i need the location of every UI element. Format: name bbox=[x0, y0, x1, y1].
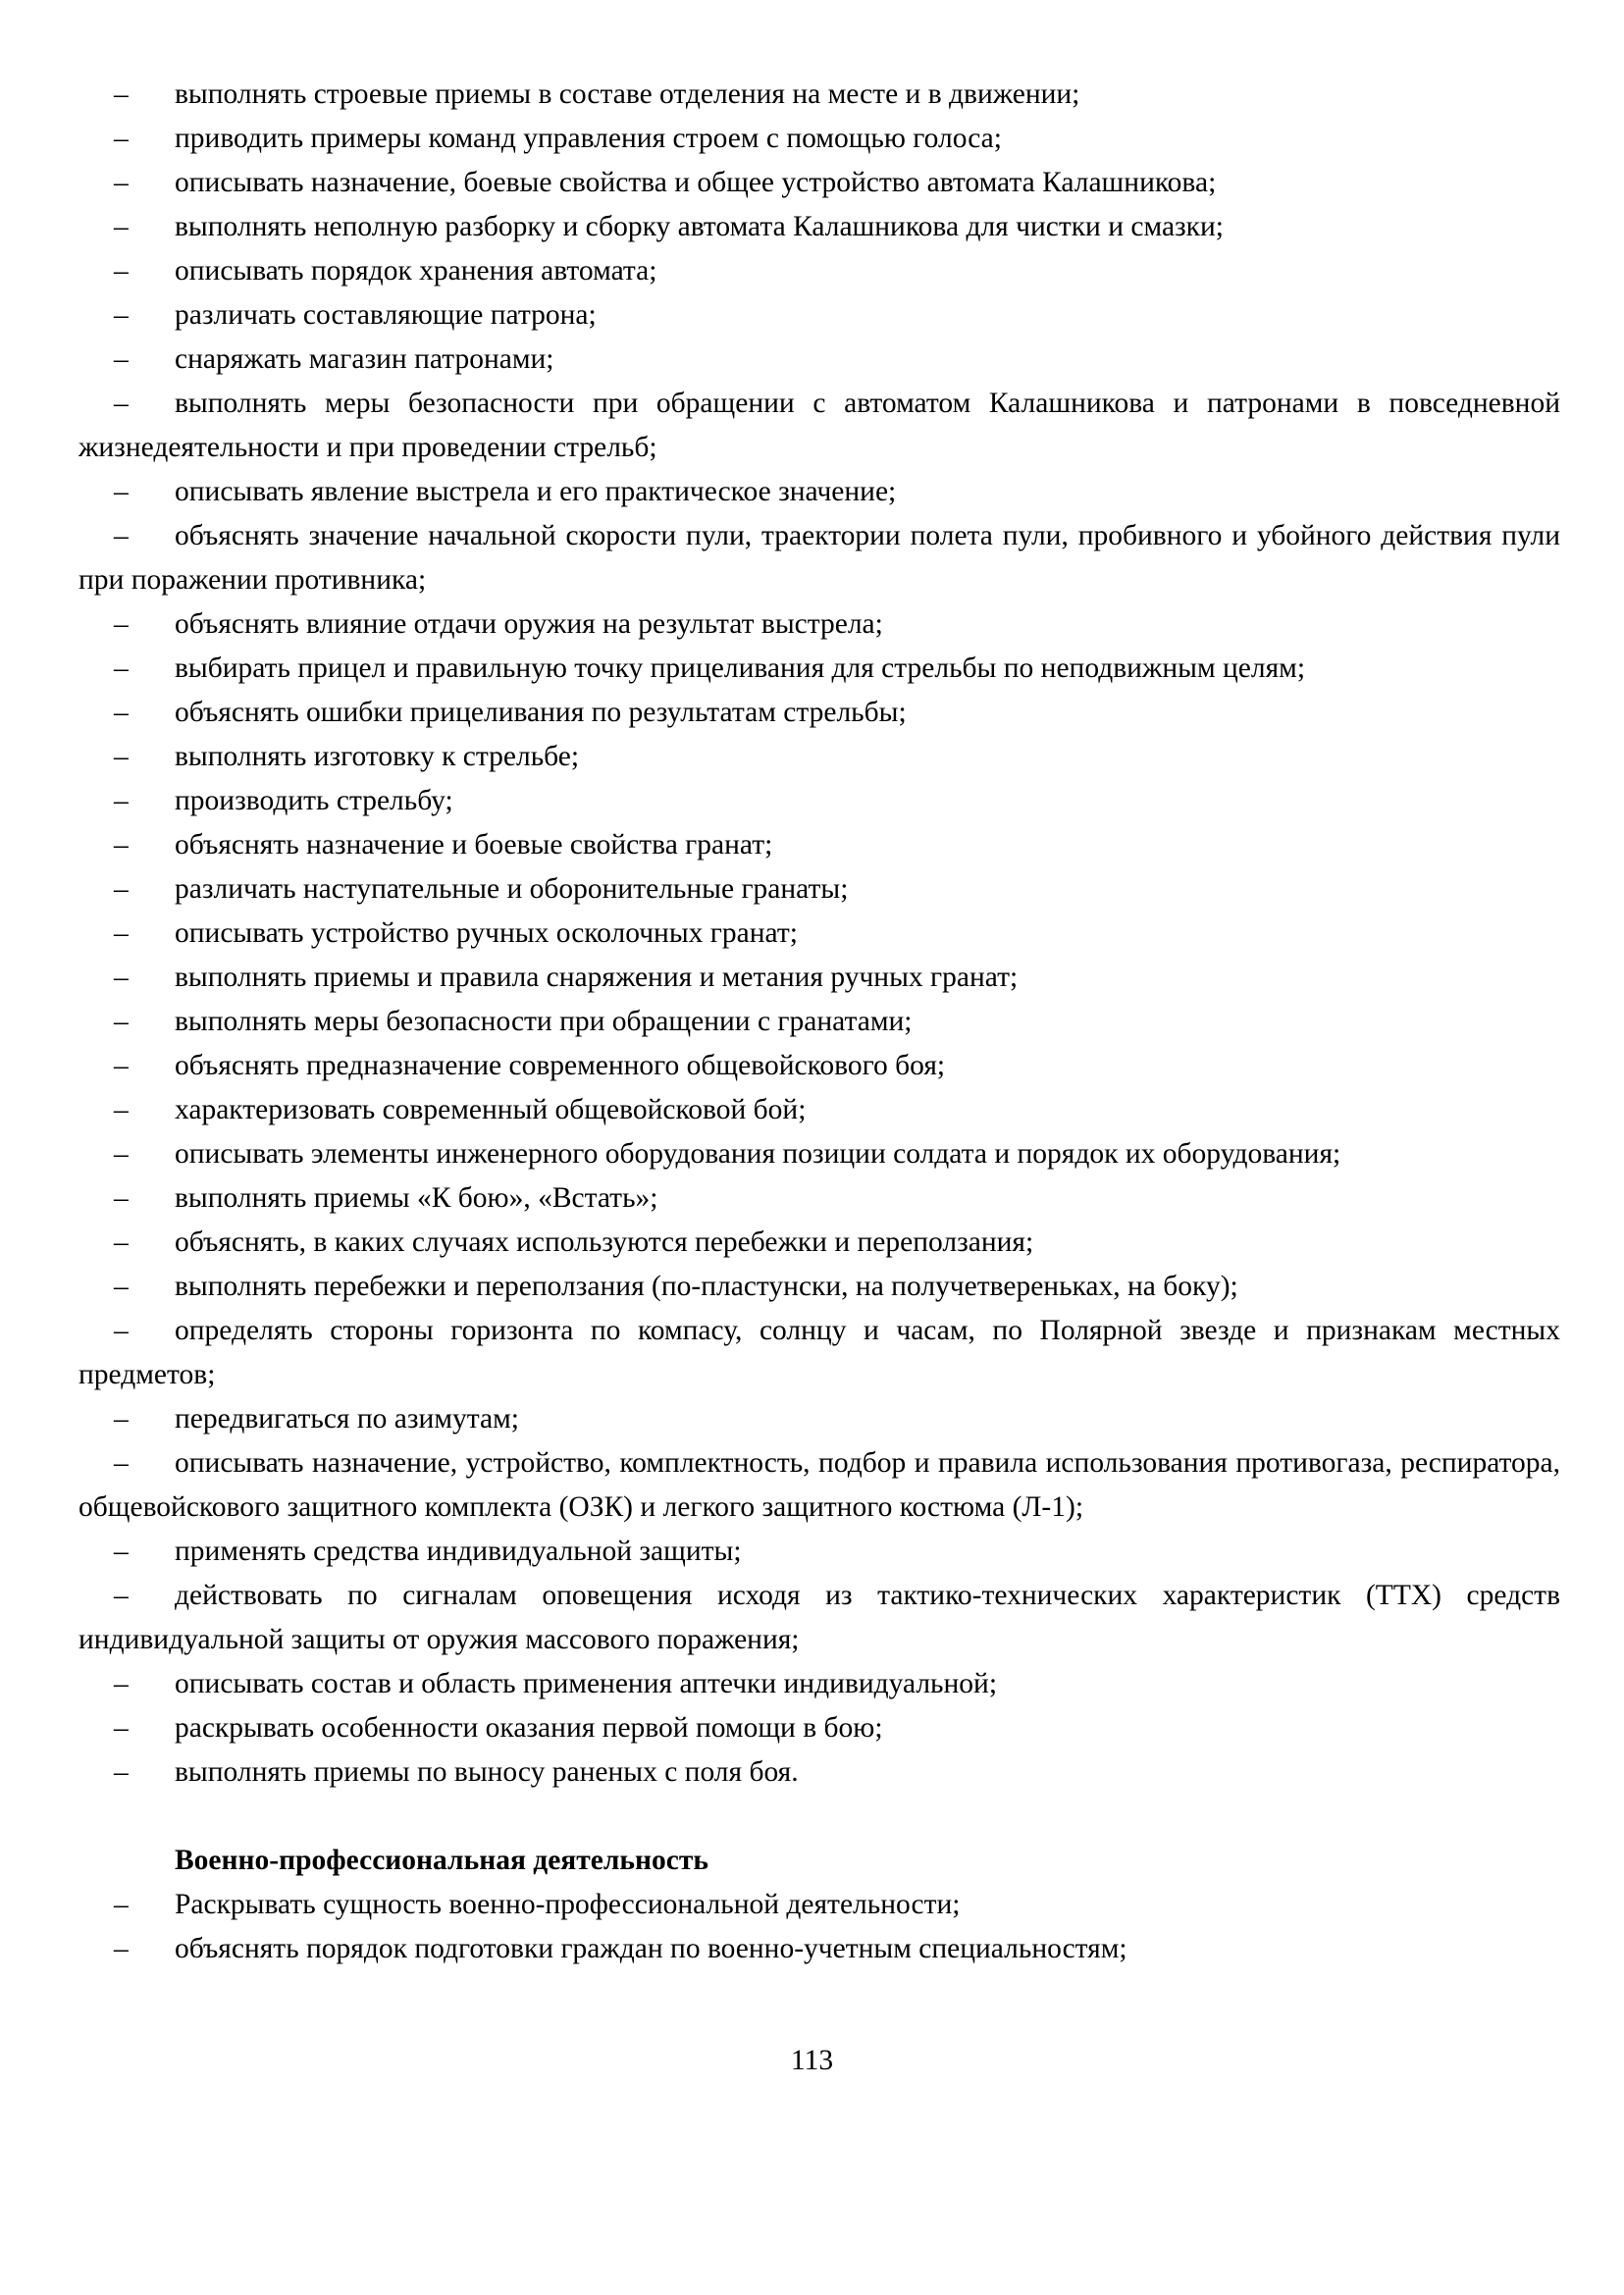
list-item bbox=[79, 691, 1560, 735]
list-item-text: производить стрельбу; bbox=[175, 785, 453, 816]
page-number: 113 bbox=[790, 2045, 834, 2076]
bullet-dash: – bbox=[114, 1756, 129, 1788]
bullet-dash: – bbox=[114, 1138, 129, 1170]
list-item bbox=[79, 1441, 1560, 1530]
list-item-text: выполнять приемы «К бою», «Встать»; bbox=[175, 1182, 658, 1214]
bullet-dash: – bbox=[114, 78, 129, 110]
section-heading: Военно-профессиональная деятельность bbox=[175, 1845, 708, 1876]
bullet-dash: – bbox=[114, 873, 129, 905]
bullet-dash: – bbox=[114, 1315, 129, 1346]
list-item bbox=[79, 1397, 1560, 1441]
list-item bbox=[79, 1750, 1560, 1795]
document-page bbox=[79, 73, 1560, 1971]
list-item-text: применять средства индивидуальной защиты; bbox=[175, 1536, 742, 1567]
bullet-dash: – bbox=[114, 476, 129, 507]
list-item bbox=[79, 779, 1560, 823]
list-item bbox=[79, 1706, 1560, 1750]
bullet-dash: – bbox=[114, 388, 129, 419]
list-item-text: описывать устройство ручных осколочных гранат; bbox=[175, 917, 798, 949]
bullet-dash: – bbox=[114, 697, 129, 728]
list-item bbox=[79, 1574, 1560, 1662]
list-item bbox=[79, 1044, 1560, 1088]
list-item-text: Раскрывать сущность военно-профессиональной деятельности; bbox=[175, 1889, 961, 1920]
list-item-text: выполнять строевые приемы в составе отделения на месте и в движении; bbox=[175, 78, 1080, 110]
list-item bbox=[79, 1662, 1560, 1706]
list-item bbox=[79, 73, 1560, 117]
bullet-dash: – bbox=[114, 917, 129, 949]
bullet-dash: – bbox=[114, 652, 129, 684]
bullet-dash: – bbox=[114, 1094, 129, 1125]
list-item bbox=[79, 956, 1560, 1000]
list-item-text: различать наступательные и оборонительные гранаты; bbox=[175, 873, 849, 905]
list-item-text: описывать назначение, боевые свойства и общее устройство автомата Калашникова; bbox=[175, 167, 1217, 198]
bullet-dash: – bbox=[114, 962, 129, 993]
bullet-dash: – bbox=[114, 1889, 129, 1920]
list-item-text: раскрывать особенности оказания первой помощи в бою; bbox=[175, 1712, 883, 1744]
list-item bbox=[79, 1088, 1560, 1132]
bullet-dash: – bbox=[114, 1447, 129, 1479]
list-item bbox=[79, 249, 1560, 293]
bullet-dash: – bbox=[114, 1668, 129, 1699]
list-item-text: выполнять приемы по выносу раненых с поля боя. bbox=[175, 1756, 799, 1788]
list-item bbox=[79, 1221, 1560, 1265]
list-item-text: выполнять перебежки и переползания (по-пластунски, на получетвереньках, на боку); bbox=[175, 1271, 1238, 1302]
bullet-dash: – bbox=[114, 785, 129, 816]
list-item-text: описывать элементы инженерного оборудования позиции солдата и порядок их оборудования; bbox=[175, 1138, 1341, 1170]
bullet-dash: – bbox=[114, 1712, 129, 1744]
bullet-dash: – bbox=[114, 1536, 129, 1567]
list-item-text: описывать назначение, устройство, комплектность, подбор и правила использования противогаза, респиратора, общевойскового защитного комплекта (ОЗК) и легкого защитного костюма (Л-1); bbox=[79, 1447, 1560, 1523]
bullet-dash: – bbox=[114, 1006, 129, 1037]
list-item-text: описывать состав и область применения аптечки индивидуальной; bbox=[175, 1668, 998, 1699]
list-item bbox=[79, 912, 1560, 956]
list-item bbox=[79, 161, 1560, 205]
bullet-dash: – bbox=[114, 1050, 129, 1081]
list-item bbox=[79, 1000, 1560, 1044]
list-item bbox=[79, 1530, 1560, 1574]
list-item-text: объяснять ошибки прицеливания по результатам стрельбы; bbox=[175, 697, 907, 728]
bullet-dash: – bbox=[114, 1271, 129, 1302]
list-item bbox=[79, 1176, 1560, 1221]
list-item bbox=[79, 647, 1560, 691]
bullet-dash: – bbox=[114, 299, 129, 331]
list-item bbox=[79, 1265, 1560, 1309]
list-item bbox=[79, 1132, 1560, 1176]
list-item-text: определять стороны горизонта по компасу, солнцу и часам, по Полярной звезде и признакам местных предметов; bbox=[79, 1315, 1560, 1390]
bullet-list-military-professional bbox=[79, 1883, 1560, 1971]
bullet-dash: – bbox=[114, 211, 129, 242]
list-item bbox=[79, 735, 1560, 779]
list-item bbox=[79, 1883, 1560, 1927]
list-item-text: объяснять значение начальной скорости пули, траектории полета пули, пробивного и убойного действия пули при поражении противника; bbox=[79, 520, 1560, 596]
list-item bbox=[79, 823, 1560, 867]
bullet-dash: – bbox=[114, 1933, 129, 1964]
list-item-text: действовать по сигналам оповещения исходя из тактико-технических характеристик (ТТХ) средств индивидуальной защиты от оружия массового поражения; bbox=[79, 1580, 1560, 1655]
list-item-text: объяснять назначение и боевые свойства гранат; bbox=[175, 829, 773, 861]
list-item bbox=[79, 514, 1560, 602]
list-item bbox=[79, 470, 1560, 514]
list-item-text: выполнять неполную разборку и сборку автомата Калашникова для чистки и смазки; bbox=[175, 211, 1225, 242]
list-item-text: объяснять влияние отдачи оружия на результат выстрела; bbox=[175, 608, 883, 640]
bullet-dash: – bbox=[114, 1182, 129, 1214]
list-item-text: выполнять приемы и правила снаряжения и метания ручных гранат; bbox=[175, 962, 1019, 993]
list-item-text: описывать явление выстрела и его практическое значение; bbox=[175, 476, 897, 507]
list-item bbox=[79, 602, 1560, 647]
list-item-text: снаряжать магазин патронами; bbox=[175, 343, 554, 375]
list-item bbox=[79, 293, 1560, 338]
list-item-text: передвигаться по азимутам; bbox=[175, 1403, 519, 1434]
bullet-list-skills bbox=[79, 73, 1560, 1795]
list-item-text: объяснять порядок подготовки граждан по военно-учетным специальностям; bbox=[175, 1933, 1127, 1964]
bullet-dash: – bbox=[114, 1226, 129, 1258]
list-item-text: выбирать прицел и правильную точку прицеливания для стрельбы по неподвижным целям; bbox=[175, 652, 1306, 684]
list-item bbox=[79, 338, 1560, 382]
bullet-dash: – bbox=[114, 1403, 129, 1434]
list-item-text: объяснять, в каких случаях используются перебежки и переползания; bbox=[175, 1226, 1034, 1258]
bullet-dash: – bbox=[114, 1580, 129, 1611]
bullet-dash: – bbox=[114, 608, 129, 640]
list-item-text: выполнять изготовку к стрельбе; bbox=[175, 741, 580, 772]
list-item bbox=[79, 382, 1560, 470]
list-item bbox=[79, 205, 1560, 249]
bullet-dash: – bbox=[114, 829, 129, 861]
list-item bbox=[79, 1309, 1560, 1397]
bullet-dash: – bbox=[114, 167, 129, 198]
list-item-text: выполнять меры безопасности при обращении с автоматом Калашникова и патронами в повседневной жизнедеятельности и при проведении стрельб; bbox=[79, 388, 1560, 463]
bullet-dash: – bbox=[114, 255, 129, 287]
bullet-dash: – bbox=[114, 741, 129, 772]
list-item-text: приводить примеры команд управления строем с помощью голоса; bbox=[175, 123, 1002, 154]
bullet-dash: – bbox=[114, 520, 129, 551]
list-item-text: различать составляющие патрона; bbox=[175, 299, 597, 331]
bullet-dash: – bbox=[114, 123, 129, 154]
list-item bbox=[79, 1927, 1560, 1971]
list-item-text: объяснять предназначение современного общевойскового боя; bbox=[175, 1050, 946, 1081]
list-item bbox=[79, 867, 1560, 912]
list-item-text: выполнять меры безопасности при обращении с гранатами; bbox=[175, 1006, 913, 1037]
bullet-dash: – bbox=[114, 343, 129, 375]
list-item bbox=[79, 117, 1560, 161]
list-item-text: характеризовать современный общевойсковой бой; bbox=[175, 1094, 807, 1125]
list-item-text: описывать порядок хранения автомата; bbox=[175, 255, 657, 287]
